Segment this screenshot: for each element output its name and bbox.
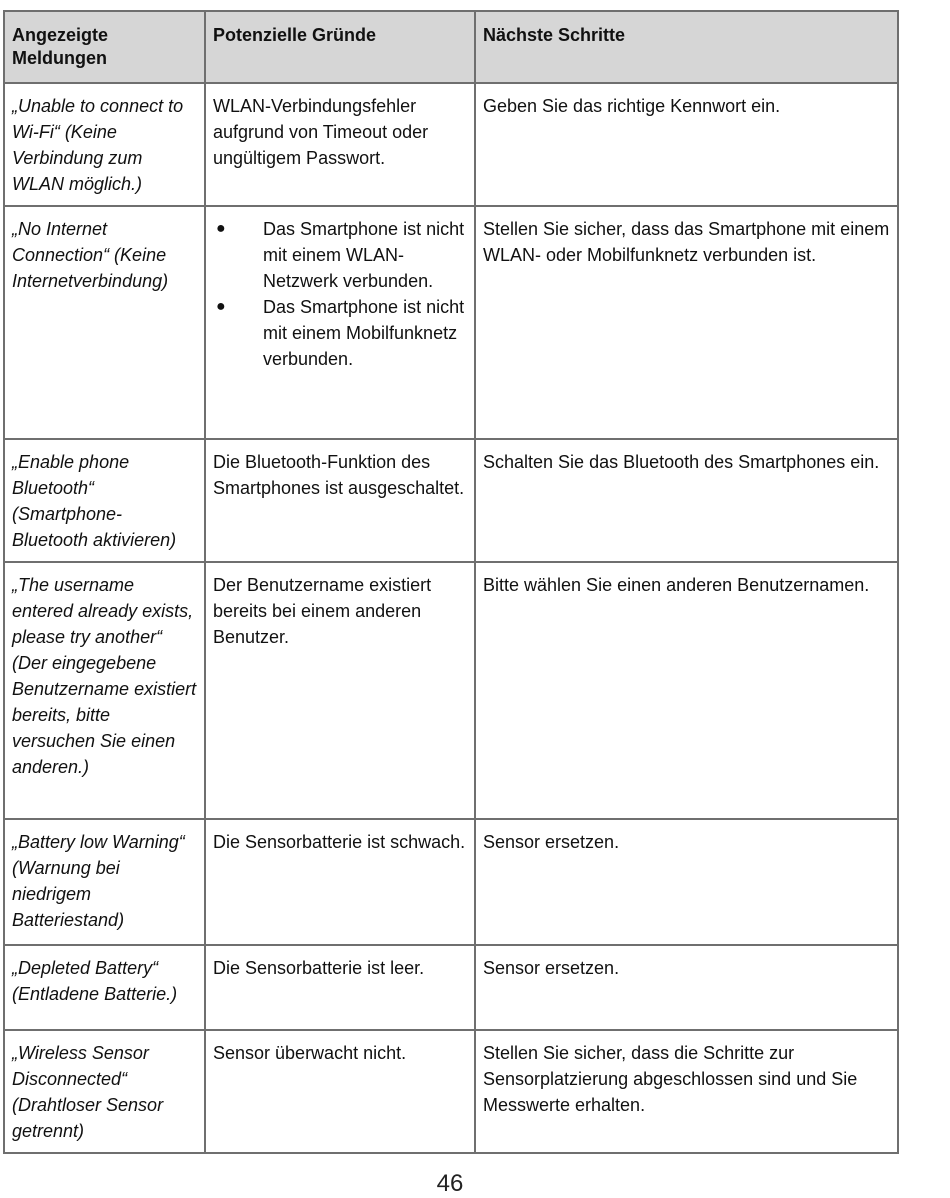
reason-cell: Die Bluetooth-Funktion des Smartphones ist ausgeschaltet. xyxy=(205,439,475,562)
table-row xyxy=(4,1030,898,1153)
next-step-cell: Stellen Sie sicher, dass die Schritte zur Sensorplatzierung abgeschlossen sind und Sie Messwerte erhalten. xyxy=(475,1030,898,1153)
table-row xyxy=(4,439,898,562)
message-cell: „Wireless Sensor Disconnected“ (Drahtloser Sensor getrennt) xyxy=(4,1030,205,1153)
reason-cell: Die Sensorbatterie ist schwach. xyxy=(205,819,475,945)
reason-cell: WLAN-Verbindungsfehler aufgrund von Timeout oder ungültigem Passwort. xyxy=(205,83,475,206)
table-row xyxy=(4,819,898,945)
bullet-icon: ● xyxy=(216,220,226,237)
page-number: 46 xyxy=(436,1170,464,1197)
next-step-cell: Sensor ersetzen. xyxy=(475,819,898,945)
next-step-cell: Schalten Sie das Bluetooth des Smartphones ein. xyxy=(475,439,898,562)
table-header-row xyxy=(4,11,898,83)
table-row xyxy=(4,83,898,206)
message-cell: „Depleted Battery“ (Entladene Batterie.) xyxy=(4,945,205,1030)
reason-cell: Sensor überwacht nicht. xyxy=(205,1030,475,1153)
message-cell: „No Internet Connection“ (Keine Internetverbindung) xyxy=(4,206,205,439)
reason-cell: Der Benutzername existiert bereits bei einem anderen Benutzer. xyxy=(205,562,475,819)
message-cell: „Battery low Warning“ (Warnung bei niedrigem Batteriestand) xyxy=(4,819,205,945)
message-cell: „Unable to connect to Wi-Fi“ (Keine Verbindung zum WLAN möglich.) xyxy=(4,83,205,206)
bullet-text: Das Smartphone ist nicht mit einem WLAN-Netzwerk verbunden. xyxy=(263,219,465,291)
table-row xyxy=(4,945,898,1030)
troubleshooting-table xyxy=(3,10,899,1154)
message-cell: „The username entered already exists, please try another“ (Der eingegebene Benutzername existiert bereits, bitte versuchen Sie einen anderen.) xyxy=(4,562,205,819)
list-item xyxy=(213,216,467,294)
message-cell: „Enable phone Bluetooth“ (Smartphone-Bluetooth aktivieren) xyxy=(4,439,205,562)
reason-cell: Die Sensorbatterie ist leer. xyxy=(205,945,475,1030)
header-potential-reasons: Potenzielle Gründe xyxy=(205,11,475,83)
next-step-cell: Geben Sie das richtige Kennwort ein. xyxy=(475,83,898,206)
reason-cell xyxy=(205,206,475,439)
reason-bullet-list xyxy=(213,216,467,372)
list-item xyxy=(213,294,467,372)
next-step-cell: Sensor ersetzen. xyxy=(475,945,898,1030)
bullet-text: Das Smartphone ist nicht mit einem Mobilfunknetz verbunden. xyxy=(263,297,465,369)
next-step-cell: Bitte wählen Sie einen anderen Benutzernamen. xyxy=(475,562,898,819)
next-step-cell: Stellen Sie sicher, dass das Smartphone mit einem WLAN- oder Mobilfunknetz verbunden ist. xyxy=(475,206,898,439)
table-row xyxy=(4,206,898,439)
header-displayed-messages: Angezeigte Meldungen xyxy=(4,11,205,83)
table-row xyxy=(4,562,898,819)
header-next-steps: Nächste Schritte xyxy=(475,11,898,83)
bullet-icon: ● xyxy=(216,298,226,315)
